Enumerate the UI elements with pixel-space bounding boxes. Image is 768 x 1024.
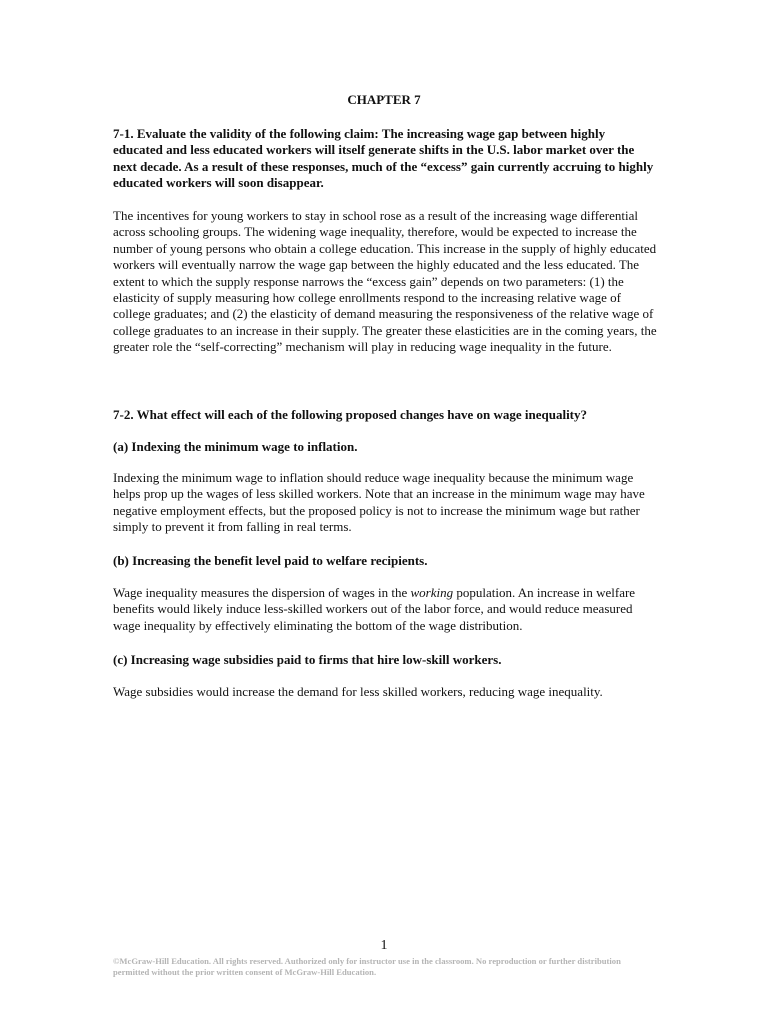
subquestion-a-answer: Indexing the minimum wage to inflation should reduce wage inequality because the minimum wage helps prop up the wages of less skilled workers. Note that an increase in the minimum wage may have negative employment effects, but the proposed policy is not to increase the minimum wage but rather simply to prevent it from falling in real terms. [113, 470, 645, 535]
subquestion-a-heading: (a) Indexing the minimum wage to inflation. [113, 439, 358, 454]
copyright-footer: ©McGraw-Hill Education. All rights reserved. Authorized only for instructor use in the classroom. No reproduction or further distribution permitted without the prior written consent of McGraw-Hill Education. [113, 956, 621, 977]
question-7-1: 7-1. Evaluate the validity of the following claim: The increasing wage gap between highly educated and less educated workers will itself generate shifts in the U.S. labor market over the next decade. As a result of these responses, much of the “excess” gain currently accruing to highly educated workers will soon disappear. [113, 126, 654, 191]
question-7-2: 7-2. What effect will each of the following proposed changes have on wage inequality? [113, 407, 588, 422]
chapter-title: CHAPTER 7 [347, 92, 421, 107]
page-number: 1 [380, 938, 388, 953]
subquestion-b-heading: (b) Increasing the benefit level paid to welfare recipients. [113, 553, 428, 568]
answer-b-text-start: Wage inequality measures the dispersion of wages in the [113, 585, 411, 600]
subquestion-b-answer [113, 585, 658, 634]
subquestion-c-answer: Wage subsidies would increase the demand for less skilled workers, reducing wage inequality. [113, 684, 603, 699]
answer-b-text-end: population. An increase in welfare benefits would likely induce less-skilled workers out of the labor force, and would reduce measured wage inequality by effectively eliminating the bottom of the wage distribution. [113, 585, 636, 633]
answer-b-emphasis: working [410, 585, 454, 600]
subquestion-c-heading: (c) Increasing wage subsidies paid to firms that hire low-skill workers. [113, 652, 502, 667]
answer-7-1: The incentives for young workers to stay in school rose as a result of the increasing wage differential across schooling groups. The widening wage inequality, therefore, would be expected to increase the number of young persons who obtain a college education. This increase in the supply of highly educated workers will eventually narrow the wage gap between the highly educated and the less educated. The extent to which the supply response narrows the “excess gain” depends on two parameters: (1) the elasticity of supply measuring how college enrollments respond to the increasing relative wage of college graduates; and (2) the elasticity of demand measuring the responsiveness of the relative wage of college graduates to an increase in their supply. The greater these elasticities are in the coming years, the greater role the “self-correcting” mechanism will play in reducing wage inequality in the future. [113, 208, 657, 355]
